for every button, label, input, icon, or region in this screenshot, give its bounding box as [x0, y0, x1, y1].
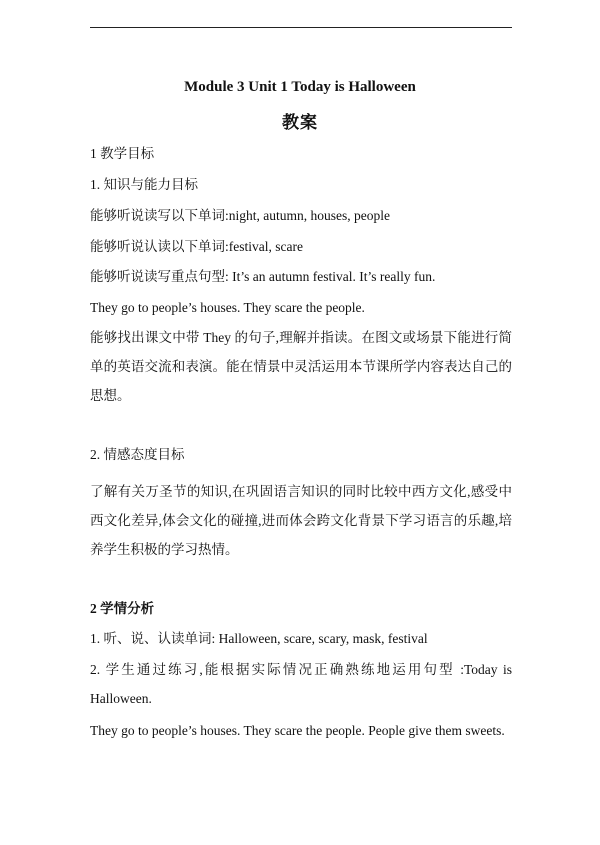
attitude-paragraph: 了解有关万圣节的知识,在巩固语言知识的同时比较中西方文化,感受中西文化差异,体会文化的碰撞,进而体会跨文化背景下学习语言的乐趣,培养学生积极的学习热情。 — [90, 484, 512, 557]
section2-heading: 2 学情分析 — [90, 601, 155, 616]
analysis-item-2-continuation: They go to people’s houses. They scare the people. People give them sweets. — [90, 723, 505, 738]
analysis-item-2: 2. 学生通过练习,能根据实际情况正确熟练地运用句型 :Today is Halloween. — [90, 662, 512, 706]
document-title: Module 3 Unit 1 Today is Halloween — [184, 79, 416, 95]
section1-sub1-heading: 1. 知识与能力目标 — [90, 177, 198, 192]
document-subtitle: 教案 — [282, 113, 318, 132]
words-all-line: 能够听说读写以下单词:night, autumn, houses, people — [90, 208, 390, 223]
section1-sub2-heading: 2. 情感态度目标 — [90, 447, 185, 462]
words-recognize-line: 能够听说认读以下单词:festival, scare — [90, 239, 303, 254]
sentences-continuation: They go to people’s houses. They scare the people. — [90, 300, 365, 315]
section1-heading: 1 教学目标 — [90, 146, 155, 161]
analysis-item-1: 1. 听、说、认读单词: Halloween, scare, scary, mask, festival — [90, 631, 428, 646]
header-rule — [90, 27, 512, 28]
reading-paragraph: 能够找出课文中带 They 的句子,理解并指读。在图文或场景下能进行简单的英语交流和表演。能在情景中灵活运用本节课所学内容表达自己的思想。 — [90, 330, 512, 403]
sentences-line: 能够听说读写重点句型: It’s an autumn festival. It’s really fun. — [90, 269, 436, 284]
